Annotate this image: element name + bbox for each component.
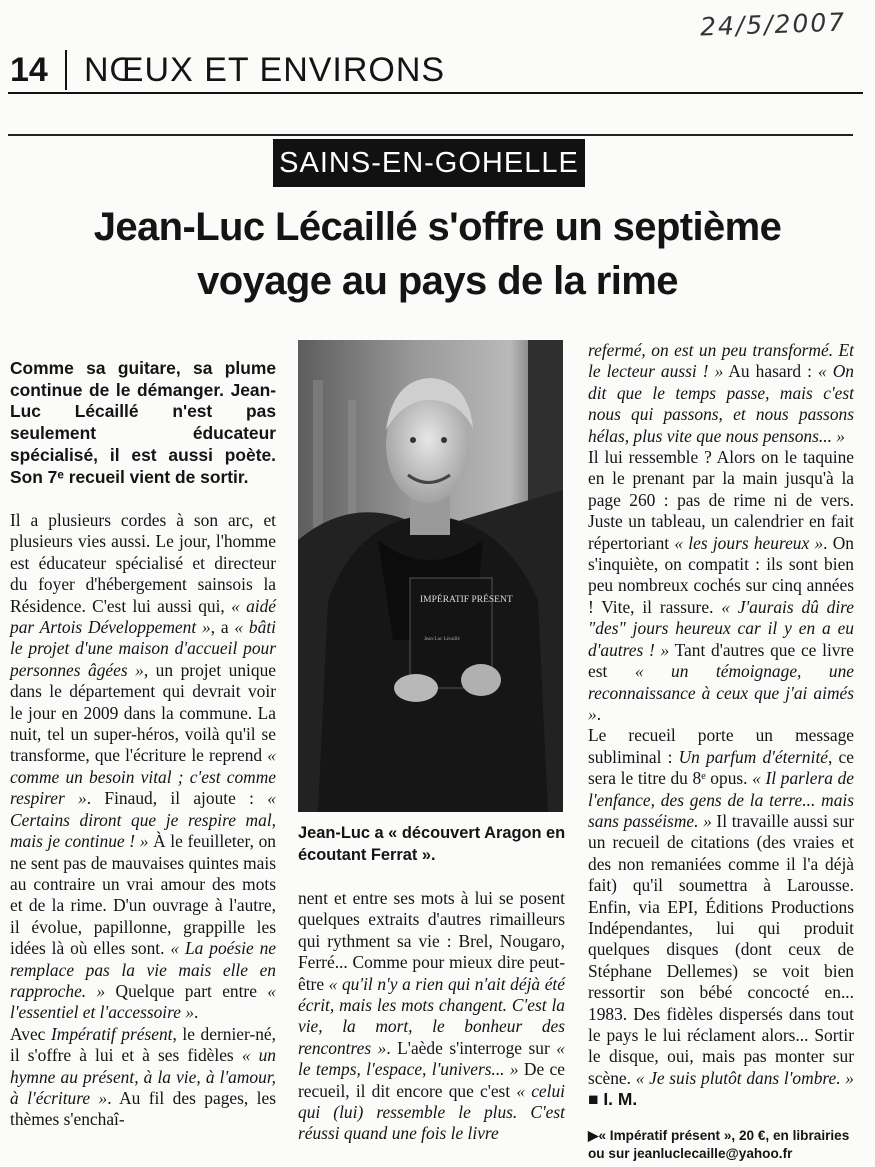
quote: « aidé par Artois Développement »	[10, 595, 277, 638]
text-run: . On s'inquiète, on compatit : ils sont bien peu nombreux cochés sur cinq années ! Vite, il rassure.	[588, 532, 854, 617]
footer-info	[588, 1127, 868, 1163]
quote: « La poésie ne remplace pas la vie mais elle en rapproche. »	[10, 938, 276, 1001]
handwritten-date: 24/5/2007	[699, 7, 847, 42]
book-title: Un parfum d'éternité	[678, 746, 829, 767]
kicker-location: SAINS-EN-GOHELLE	[273, 139, 585, 187]
footer-price-line: ▶« Impératif présent », 20 €, en librairies	[588, 1128, 850, 1143]
page-number: 14	[10, 51, 48, 89]
text-run: Il lui ressemble ? Alors on le taquine en le prenant par la main jusqu'à la page 260 : pas de rime ni de vers. Juste un tableau, un calendrier en fait répertoriant	[588, 447, 854, 553]
text-run: . Finaud, il ajoute :	[86, 788, 268, 809]
quote: « Certains diront que je respire mal, mais je continue ! »	[10, 788, 276, 852]
text-run: nent et entre ses mots à lui se posent quelques extraits d'autres rimailleurs qui rythment sa vie : Brel, Nougaro, Ferré... Comme pour mieux dire peut-être	[298, 888, 565, 994]
quote: « les jours heureux »	[674, 532, 824, 553]
quote: « l'essentiel et l'accessoire »	[10, 980, 276, 1023]
text-run: Il a plusieurs cordes à son arc, et plusieurs vies aussi. Le jour, l'homme est éducateur spécialisé et directeur du foyer d'hébergement sainsois la Résidence. C'est lui aussi qui,	[10, 510, 276, 616]
text-run: , ce sera le titre du 8ᵉ opus.	[588, 746, 854, 789]
book-title: Impératif présent	[50, 1023, 173, 1044]
section-title: NŒUX ET ENVIRONS	[84, 51, 446, 89]
photo-caption: Jean-Luc a « découvert Aragon en écoutant Ferrat ».	[298, 824, 566, 864]
text-run: , a	[210, 617, 235, 638]
text-run: .	[194, 1002, 199, 1023]
body-column-3	[588, 340, 854, 1111]
quote: « un hymne au présent, à la vie, à l'amour, à l'écriture »	[10, 1045, 276, 1108]
text-run: Tant d'autres que ce livre est	[588, 639, 854, 682]
quote: « J'aurais dû dire "des" jours heureux car il y en a eu d'autres ! »	[588, 596, 855, 660]
book-cover-author: Jean-Luc Lécaillé	[424, 637, 460, 642]
author-signature: ■ I. M.	[588, 1089, 638, 1110]
quote: « celui qui (lui) ressemble le plus. C'est réussi quand une fois le livre	[298, 1080, 565, 1144]
paragraph	[10, 510, 276, 1024]
quote: « comme un besoin vital ; c'est comme respirer »	[10, 745, 276, 809]
text-run: Quelque part entre	[105, 980, 268, 1001]
text-run: . L'aède s'interroge sur	[386, 1037, 557, 1058]
text-run: , le dernier-né, il s'offre à lui et à ses fidèles	[10, 1023, 276, 1066]
quote: « le temps, l'espace, l'univers... »	[298, 1037, 565, 1080]
text-run: . Au fil des pages, les thèmes s'enchaî-	[10, 1087, 276, 1130]
headline-line-1: Jean-Luc Lécaillé s'offre un septième	[93, 205, 782, 249]
body-column-1	[10, 510, 276, 1131]
text-run: .	[596, 703, 602, 724]
photo-illustration	[298, 340, 563, 812]
header-rule	[8, 92, 863, 94]
text-run: Le recueil porte un message subliminal :	[588, 725, 854, 767]
quote: « un témoignage, une reconnaissance à ceux que j'ai aimés »	[588, 661, 854, 724]
text-run: Au hasard :	[723, 361, 818, 382]
text-run: , un projet unique dans le département qui devrait voir le jour en 2009 dans la commune. La nuit, tel un super-héros, voilà qu'il se transforme, que l'écriture le reprend	[10, 659, 276, 766]
text-run: Il travaille aussi sur un recueil de citations (des vraies et des non remaniées comme il l'a déjà fait) qu'il soumettra à Larousse. Enfin, via EPI, Éditions Productions Indépendantes, lui qui produit quelques disques (dont ceux de Stéphane Dellemes) se voit bien ressortir son bébé concocté en... 1983. Des fidèles dispersés dans tout le pays le lui réclament alors... Sortir le disque, oui, mais pas monter sur scène.	[588, 810, 854, 1088]
quote: refermé, on est un peu transformé. Et le lecteur aussi ! »	[588, 340, 854, 382]
lead-paragraph: Comme sa guitare, sa plume continue de le démanger. Jean-Luc Lécaillé n'est pas seulement éducateur spécialisé, il est aussi poète. Son 7ᵉ recueil vient de sortir.	[10, 358, 276, 487]
book-cover-title: IMPÉRATIF PRÉSENT	[420, 595, 513, 605]
text-run: De ce recueil, il dit encore que c'est	[298, 1059, 565, 1101]
header-separator	[65, 50, 67, 90]
headline	[20, 200, 855, 308]
quote: « Je suis plutôt dans l'ombre. »	[635, 1067, 854, 1088]
photo-portrait	[298, 340, 563, 812]
quote: « qu'il n'y a rien qui n'ait déjà été écrit, mais les mots changent. C'est la vie, la mort, le bonheur des rencontres »	[298, 973, 565, 1058]
quote: « bâti le projet d'une maison d'accueil pour personnes âgées »	[10, 617, 276, 680]
body-column-2	[298, 888, 565, 1145]
paragraph	[588, 725, 854, 1110]
paragraph	[298, 888, 565, 1145]
quote: « On dit que le temps passe, mais c'est nous qui passons, et nous passons hélas, plus vite que nous pensons... »	[588, 361, 854, 446]
text-run: Avec	[10, 1023, 51, 1044]
quote: « Il parlera de l'enfance, des gens de la terre... mais sans passéisme. »	[588, 768, 854, 831]
paragraph	[588, 340, 854, 447]
headline-line-2: voyage au pays de la rime	[197, 259, 678, 303]
article-rule	[8, 134, 853, 136]
paragraph	[10, 1024, 276, 1131]
paragraph	[588, 447, 854, 725]
footer-contact-line: ou sur jeanluclecaille@yahoo.fr	[588, 1146, 793, 1161]
text-run: À le feuilleter, on ne sent pas de mauvaises quintes mais au contraire un vrai amour des mots et de la rime. D'un ouvrage à l'autre, il évolue, papillonne, grappille les idées là où elles sont.	[10, 831, 276, 959]
